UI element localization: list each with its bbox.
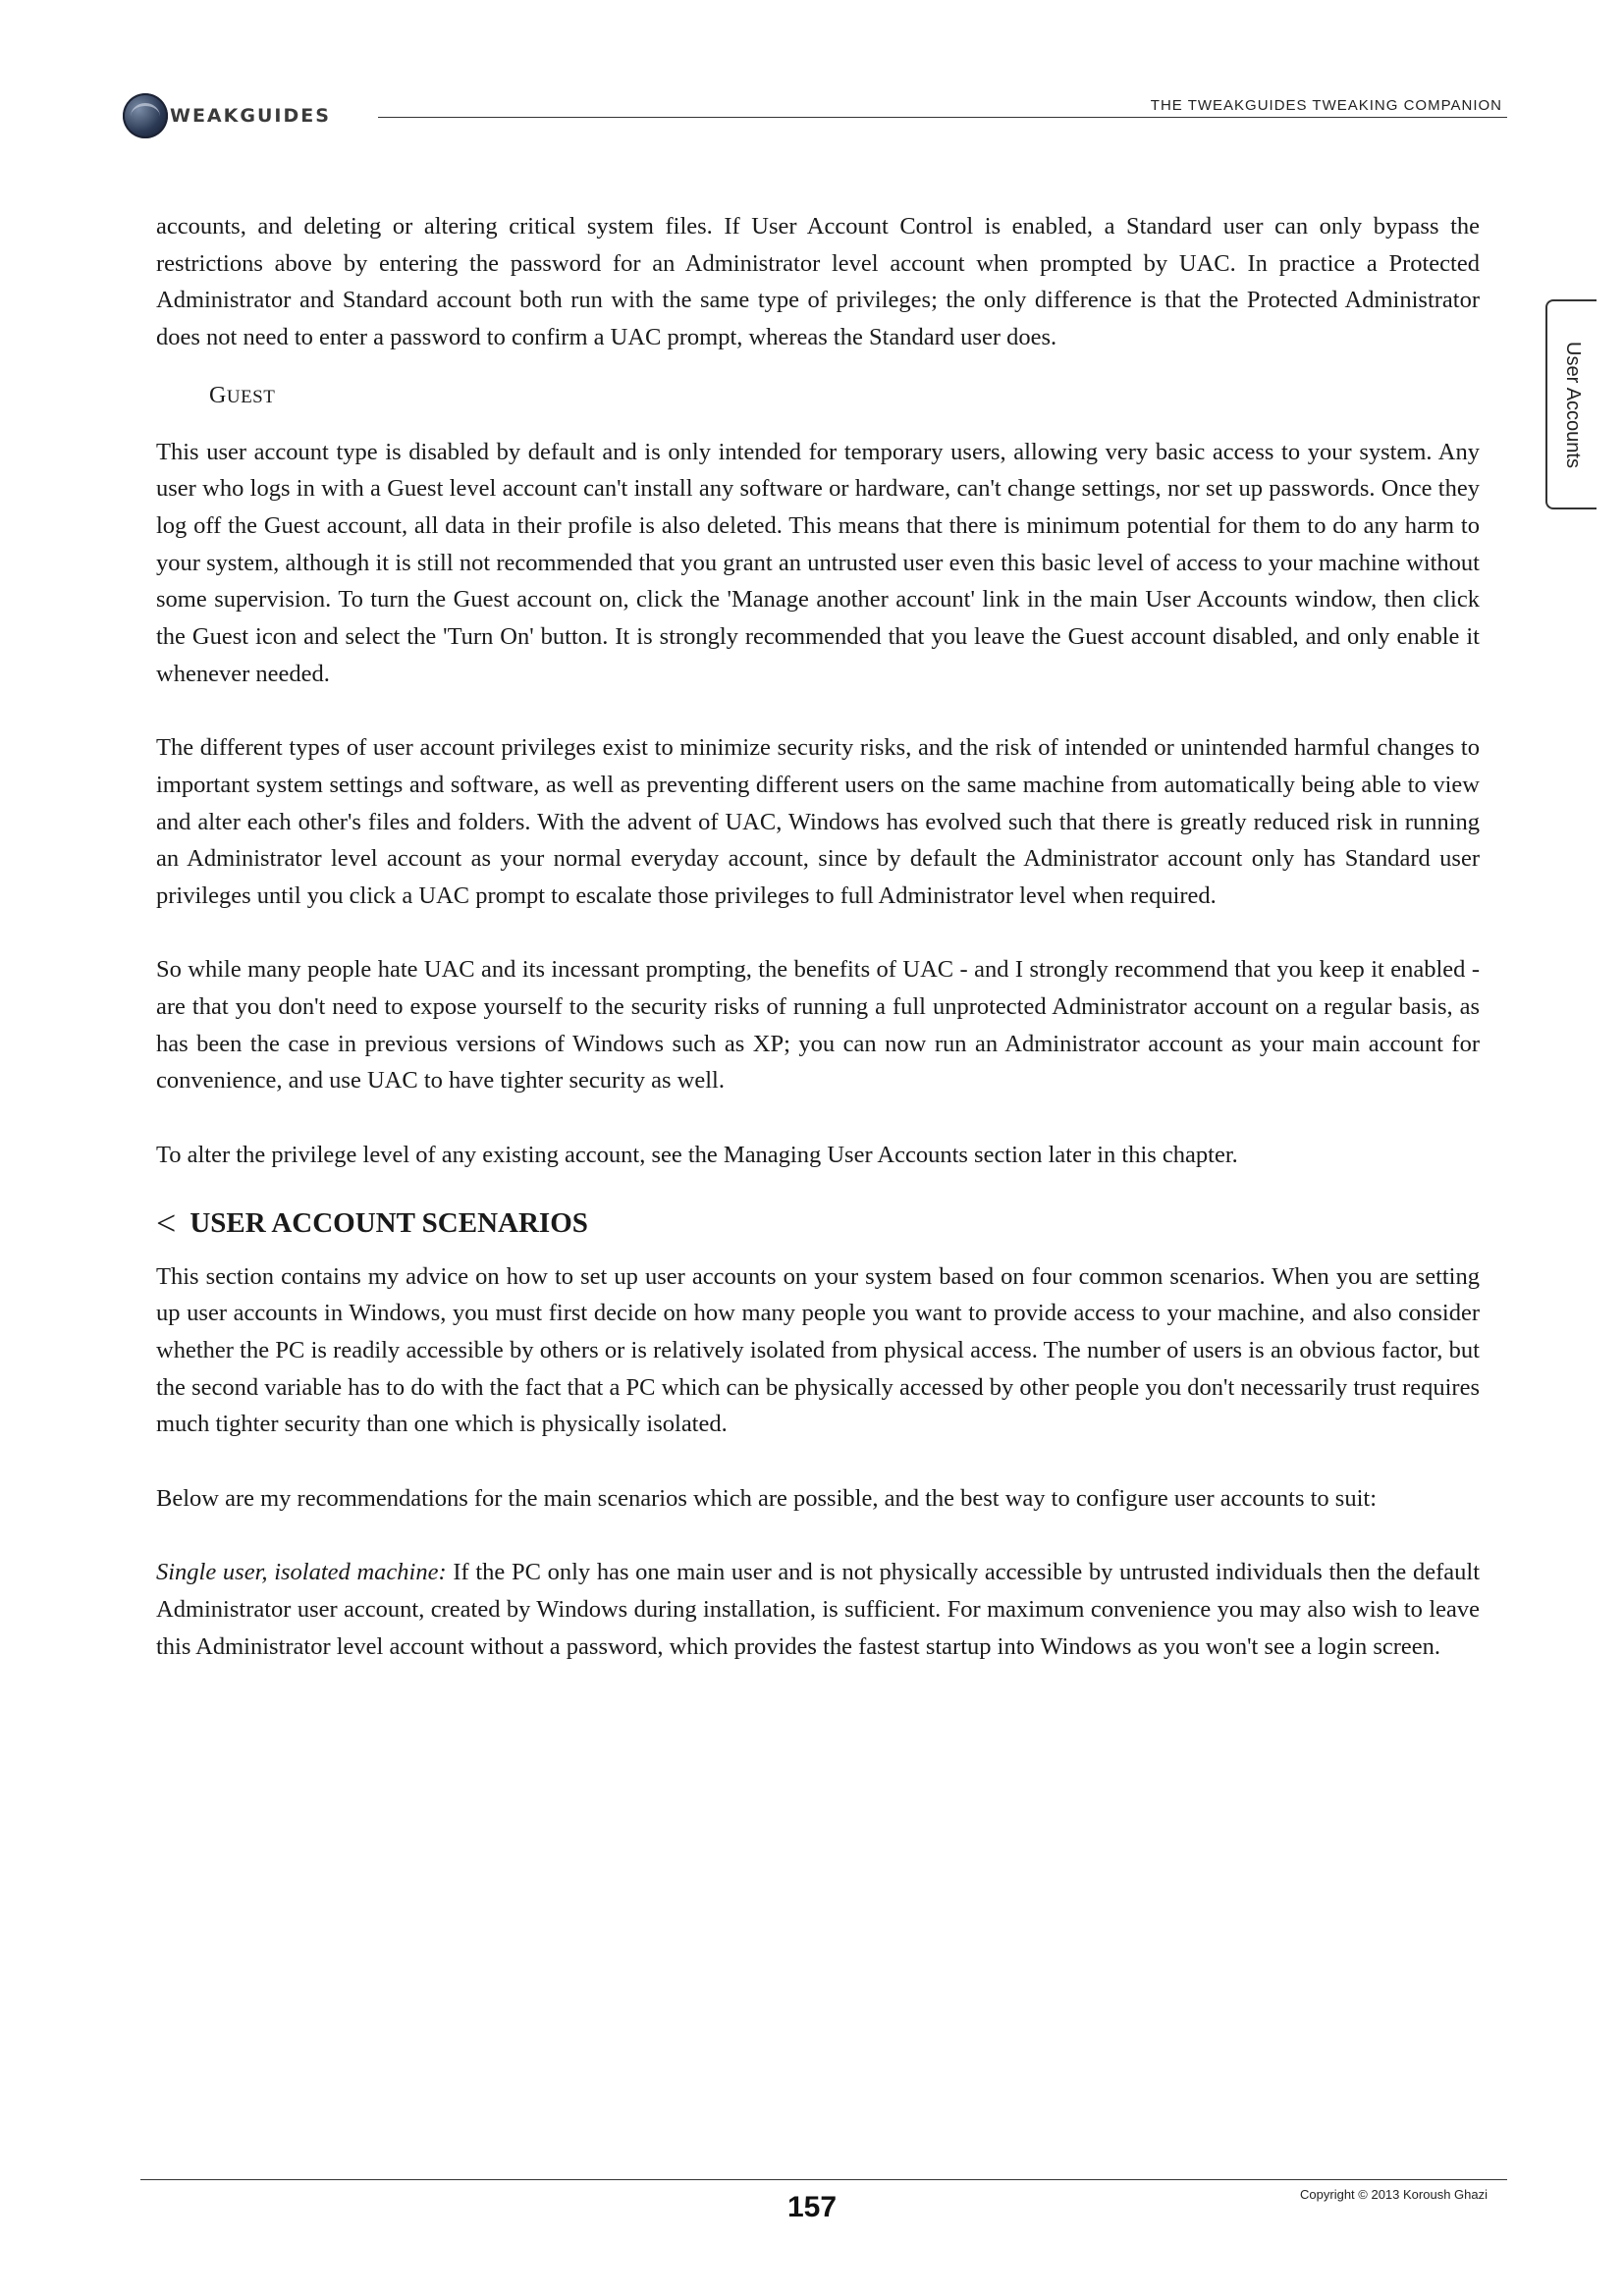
- header-title: THE TWEAKGUIDES TWEAKING COMPANION: [1150, 97, 1502, 114]
- tweakguides-logo: [123, 93, 331, 138]
- section-title: USER ACCOUNT SCENARIOS: [189, 1206, 588, 1239]
- header-rule: [378, 117, 1507, 118]
- chapter-side-tab: [1545, 299, 1597, 509]
- page-header: [123, 93, 1507, 152]
- globe-icon: [123, 93, 168, 138]
- guest-heading-initial: G: [209, 382, 227, 408]
- paragraph-recommendations: Below are my recommendations for the main scenarios which are possible, and the best way to configure user accounts to suit:: [156, 1484, 1378, 1512]
- logo-text: WEAKGUIDES: [170, 105, 331, 127]
- chapter-side-tab-label: User Accounts: [1561, 341, 1584, 468]
- paragraph-single-user: [156, 1554, 1480, 1665]
- section-heading-scenarios: [156, 1203, 1480, 1243]
- scenario-text: If the PC only has one main user and is not physically accessible by untrusted individuals then the default Administrator user account, created by Windows during installation, is sufficient. For maximum convenience you may also wish to leave this Administrator level account without a password, which provides the fastest startup into Windows as you won't see a login screen.: [156, 1559, 1481, 1660]
- page-number: 157: [786, 2191, 838, 2223]
- copyright-notice: Copyright © 2013 Koroush Ghazi: [1300, 2187, 1488, 2202]
- guest-heading-rest: UEST: [226, 386, 276, 407]
- paragraph-privileges: The different types of user account privileges exist to minimize security risks, and the risk of intended or unintended harmful changes to important system settings and software, as well as preventing different users on the same machine from automatically being able to view and alter each other's files and folders. With the advent of UAC, Windows has evolved such that there is greatly reduced risk in running an Administrator level account as your normal everyday account, since by default the Administrator account only has Standard user privileges until you click a UAC prompt to escalate those privileges to full Administrator level when required.: [156, 734, 1480, 909]
- paragraph-uac: So while many people hate UAC and its incessant prompting, the benefits of UAC - and I strongly recommend that you keep it enabled - are that you don't need to expose yourself to the security risks of running a full unprotected Administrator account on a regular basis, as has been the case in previous versions of Windows such as XP; you can now run an Administrator account as your main account for convenience, and use UAC to have tighter security as well.: [156, 956, 1480, 1095]
- paragraph-accounts-standard: accounts, and deleting or altering critical system files. If User Account Control is enabled, a Standard user can only bypass the restrictions above by entering the password for an Administrator level account when prompted by UAC. In practice a Protected Administrator and Standard account both run with the same type of privileges; the only difference is that the Protected Administrator does not need to enter a password to confirm a UAC prompt, whereas the Standard user does.: [156, 213, 1480, 351]
- paragraph-scenarios-intro: This section contains my advice on how to set up user accounts on your system based on four common scenarios. When you are setting up user accounts in Windows, you must first decide on how many people you want to provide access to your machine, and also consider whether the PC is readily accessible by others or is relatively isolated from physical access. The number of users is an obvious factor, but the second variable has to do with the fact that a PC which can be physically accessed by other people you don't necessarily trust requires much tighter security than one which is physically isolated.: [156, 1262, 1480, 1438]
- scenario-label: Single user, isolated machine:: [156, 1559, 447, 1586]
- footer-rule: [140, 2179, 1507, 2180]
- paragraph-guest: This user account type is disabled by default and is only intended for temporary users, allowing very basic access to your system. Any user who logs in with a Guest level account can't install any software or hardware, can't change settings, nor set up passwords. Once they log off the Guest account, all data in their profile is also deleted. This means that there is minimum potential for them to do any harm to your system, although it is still not recommended that you grant an untrusted user even this basic level of access to your machine without some supervision. To turn the Guest account on, click the 'Manage another account' link in the main User Accounts window, then click the Guest icon and select the 'Turn On' button. It is strongly recommended that you leave the Guest account disabled, and only enable it whenever needed.: [156, 438, 1480, 687]
- section-arrow-icon: <: [156, 1202, 177, 1243]
- guest-heading: [209, 378, 1480, 416]
- page-content: [156, 208, 1480, 1665]
- paragraph-alter-privilege: To alter the privilege level of any existing account, see the Managing User Accounts section later in this chapter.: [156, 1141, 1238, 1168]
